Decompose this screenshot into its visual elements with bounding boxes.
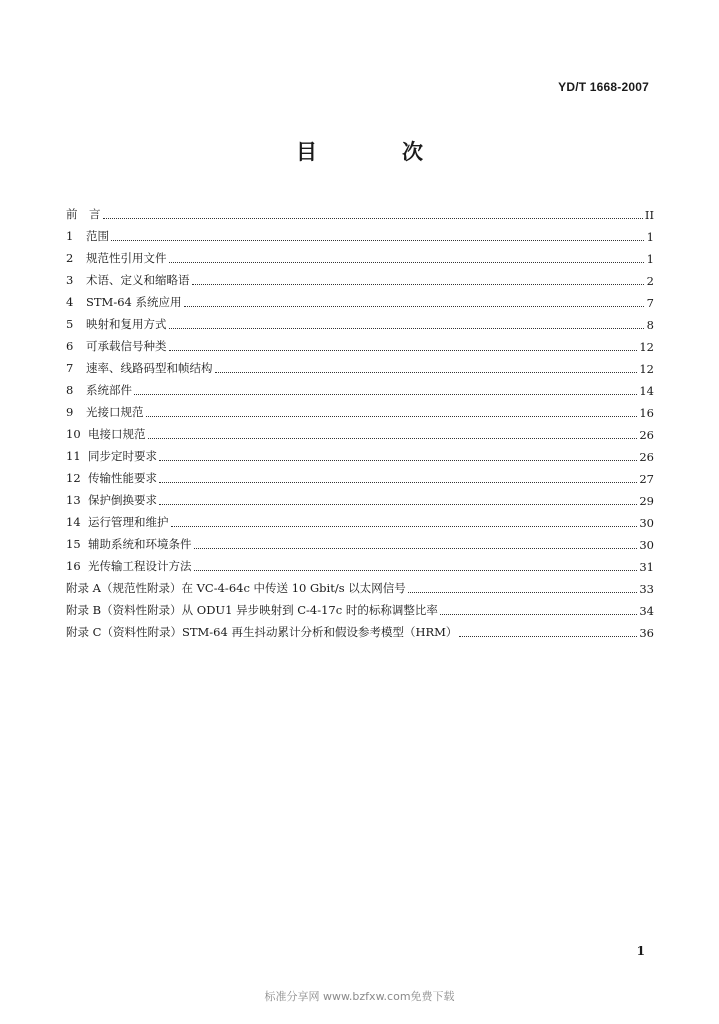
toc-page-number: 14 [639,384,654,398]
toc-entry[interactable] [66,442,654,464]
toc-entry-label: 5 映射和复用方式 [66,317,167,331]
toc-leader-dots [169,340,638,354]
toc-leader-dots [194,560,638,574]
toc-entry[interactable] [66,310,654,332]
toc-page-number: 30 [639,538,654,552]
toc-page-number: 33 [639,582,654,596]
toc-page-number: 29 [639,494,654,508]
toc-page-number: 30 [639,516,654,530]
toc-appendix-entry[interactable] [66,596,654,618]
toc-entry[interactable] [66,552,654,574]
toc-entry[interactable] [66,486,654,508]
page-title: 目 次 [296,140,455,164]
toc-entry-label: 12 传输性能要求 [66,471,157,485]
toc-page-number: 26 [639,450,654,464]
toc-entry-label: 10 电接口规范 [66,427,146,441]
toc-page-number: 16 [639,406,654,420]
toc-entry[interactable] [66,332,654,354]
toc-entry[interactable] [66,200,654,222]
toc-entry-label: 4 STM-64 系统应用 [66,295,182,309]
toc-leader-dots [169,252,645,266]
toc-entry[interactable] [66,288,654,310]
toc-appendix-entry[interactable] [66,574,654,596]
toc-entry-label: 2 规范性引用文件 [66,251,167,265]
toc-page-number: 7 [646,296,654,310]
table-of-contents [66,200,654,640]
standard-code: YD/T 1668-2007 [558,80,649,94]
toc-leader-dots [146,406,638,420]
toc-page-number: 12 [639,362,654,376]
toc-leader-dots [184,296,645,310]
toc-entry-label: 11 同步定时要求 [66,449,157,463]
toc-leader-dots [440,604,638,618]
toc-leader-dots [171,516,638,530]
toc-entry[interactable] [66,508,654,530]
toc-appendix-entry[interactable] [66,618,654,640]
toc-entry[interactable] [66,266,654,288]
watermark-text: 标准分享网 www.bzfxw.com免费下载 [264,990,455,1003]
toc-leader-dots [159,450,637,464]
toc-page-number: 2 [646,274,654,288]
toc-entry-label: 13 保护倒换要求 [66,493,157,507]
toc-entry[interactable] [66,244,654,266]
toc-entry[interactable] [66,530,654,552]
toc-page-number: 34 [639,604,654,618]
toc-page-number: 1 [646,230,654,244]
toc-entry-label: 15 辅助系统和环境条件 [66,537,192,551]
toc-entry-label: 7 速率、线路码型和帧结构 [66,361,213,375]
toc-entry-label: 3 术语、定义和缩略语 [66,273,190,287]
toc-leader-dots [134,384,637,398]
toc-entry[interactable] [66,354,654,376]
toc-page-number: 31 [639,560,654,574]
toc-entry-label: 14 运行管理和维护 [66,515,169,529]
toc-entry-label: 16 光传输工程设计方法 [66,559,192,573]
toc-entry-label: 附录 B（资料性附录）从 ODU1 异步映射到 C-4-17c 时的标称调整比率 [66,603,438,617]
page-number: 1 [636,944,645,958]
toc-entry-label: 前 言 [66,207,101,221]
toc-leader-dots [159,472,637,486]
toc-leader-dots [408,582,638,596]
toc-entry[interactable] [66,398,654,420]
toc-page-number: 27 [639,472,654,486]
toc-leader-dots [169,318,645,332]
toc-leader-dots [111,230,644,244]
toc-entry-label: 附录 A（规范性附录）在 VC-4-64c 中传送 10 Gbit/s 以太网信号 [66,581,406,595]
toc-entry-label: 6 可承载信号种类 [66,339,167,353]
toc-leader-dots [459,626,637,640]
toc-entry-label: 9 光接口规范 [66,405,144,419]
toc-leader-dots [103,208,643,222]
toc-entry-label: 8 系统部件 [66,383,132,397]
toc-leader-dots [192,274,645,288]
toc-page-number: 8 [646,318,654,332]
toc-entry[interactable] [66,376,654,398]
toc-page-number: 12 [639,340,654,354]
toc-page-number: 26 [639,428,654,442]
toc-leader-dots [148,428,638,442]
toc-entry[interactable] [66,222,654,244]
toc-leader-dots [215,362,638,376]
toc-leader-dots [194,538,638,552]
toc-leader-dots [159,494,637,508]
toc-page-number: II [644,208,654,222]
toc-entry[interactable] [66,464,654,486]
toc-page-number: 36 [639,626,654,640]
toc-entry[interactable] [66,420,654,442]
toc-entry-label: 1 范围 [66,229,109,243]
toc-entry-label: 附录 C（资料性附录）STM-64 再生抖动累计分析和假设参考模型（HRM） [66,625,458,639]
toc-page-number: 1 [646,252,654,266]
